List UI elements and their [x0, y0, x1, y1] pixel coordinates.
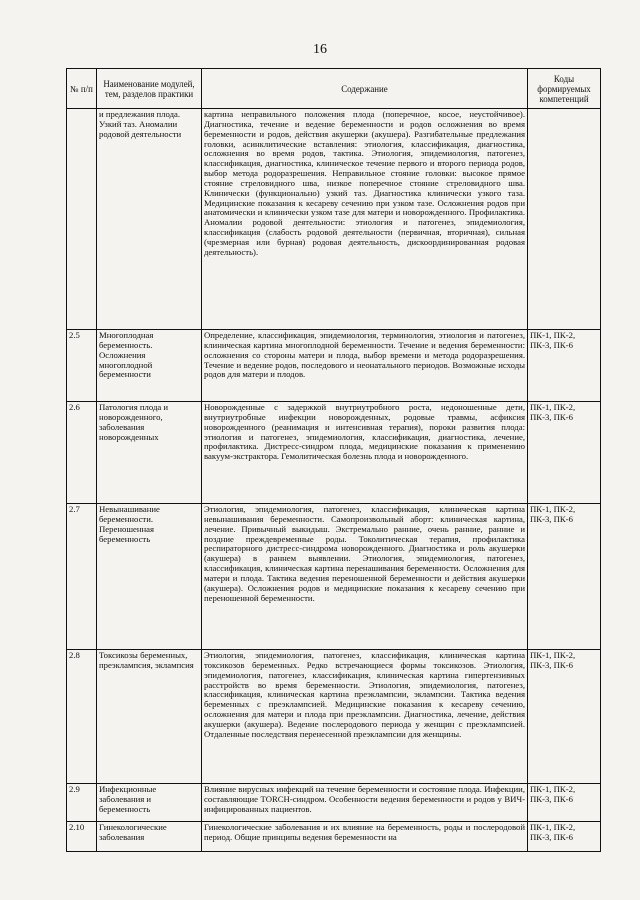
table-row — [67, 402, 601, 504]
row-num: 2.7 — [67, 504, 97, 650]
row-num: 2.5 — [67, 330, 97, 402]
row-num: 2.6 — [67, 402, 97, 504]
row-codes: ПК-1, ПК-2, ПК-3, ПК-6 — [528, 650, 601, 784]
table-row — [67, 109, 601, 330]
header-topic: Наименование модулей, тем, разделов практики — [97, 69, 202, 109]
row-content: Определение, классификация, эпидемиология, терминология, этиология и патогенез, клиническая картина многоплодной беременности. Течение и ведения беременности: осложнения со стороны матери и плода, выбор времени и метода родоразрешения. Течение и ведение родов, последового и неонатального периодов. Возможные исходы родов для матери и плодов. — [202, 330, 528, 402]
row-topic: и предлежания плода. Узкий таз. Аномалии родовой деятельности — [97, 109, 202, 330]
row-content: Влияние вирусных инфекций на течение беременности и состояние плода. Инфекции, составляющие TORCH-синдром. Особенности ведения беременности и родов у ВИЧ-инфицированных пациентов. — [202, 784, 528, 822]
page-number: 16 — [313, 42, 327, 57]
row-num: 2.9 — [67, 784, 97, 822]
row-content: Новорожденные с задержкой внутриутробного роста, недоношенные дети, внутриутробные инфекции новорожденных, родовые травмы, асфиксия новорожденного (реанимация и интенсивная терапия), пороки развития плода: этиология и патогенез, эпидемиология, классификация, диагностика, лечение, профилактика. Дистресс-синдром плода, медицинские показания к применению вакуум-экстрактора. Гемолитическая болезнь плода и новорожденного. — [202, 402, 528, 504]
row-content: Гинекологические заболевания и их влияние на беременность, роды и послеродовой период. Общие принципы ведения беременности на — [202, 822, 528, 852]
row-topic: Гинекологические заболевания — [97, 822, 202, 852]
header-codes: Коды формируемых компетенций — [528, 69, 601, 109]
row-codes — [528, 109, 601, 330]
row-topic: Инфекционные заболевания и беременность — [97, 784, 202, 822]
row-topic: Многоплодная беременность. Осложнения многоплодной беременности — [97, 330, 202, 402]
table-row — [67, 822, 601, 852]
row-codes: ПК-1, ПК-2, ПК-3, ПК-6 — [528, 822, 601, 852]
table-header-row — [67, 69, 601, 109]
table-row — [67, 650, 601, 784]
row-topic: Токсикозы беременных, преэклампсия, эклампсия — [97, 650, 202, 784]
row-topic: Невынашивание беременности. Переношенная беременность — [97, 504, 202, 650]
table-row — [67, 784, 601, 822]
row-content: картина неправильного положения плода (поперечное, косое, неустойчивое). Диагностика, течение и ведение беременности и родов осложнения во время беременности и родов, действия акушерки (акушера). Разгибательные предлежания головки, асинклитические вставления: этиология, классификация, диагностика, осложнения во время родов, тактика. Этиология, эпидемиология, патогенез, классификация, диагностика, клиническое течение первого и второго периода родов, выбор метода родоразрешения. Неправильное стояние головки: высокое прямое стояние стреловидного шва, низкое поперечное стояние стреловидного шва. Клинически (функционально) узкий таз. Диагностика клинически узкого таза. Медицинские показания к кесареву сечению при узком тазе. Осложнения родов при анатомически и клинически узком тазе для матери и новорожденного. Профилактика. Аномалии родовой деятельности: этиология и патогенез, эпидемиология, классификация (слабость родовой деятельности (первичная, вторичная), сильная (чрезмерная или бурная) родовая деятельность, дискоординированная родовая деятельность). — [202, 109, 528, 330]
row-topic: Патология плода и новорожденного, заболевания новорожденных — [97, 402, 202, 504]
row-num: 2.10 — [67, 822, 97, 852]
table-row — [67, 330, 601, 402]
row-content: Этиология, эпидемиология, патогенез, классификация, клиническая картина токсикозов беременных. Редко встречающиеся формы токсикозов. Этиология, эпидемиология, патогенез, классификация, клиническая картина гипертензивных расстройств во время беременности. Этиология, эпидемиология, патогенез, классификация, клиническая картина преэклампсии, эклампсии. Тактика ведения беременных с преэклампсией. Медицинские показания к кесареву сечению, осложнения для матери и плода при преэклампсии. Диагностика, лечение, действия акушерки (акушера). Ведение послеродового периода у женщин с преэклампсией. Отдаленные последствия перенесенной преэклампсии для женщины. — [202, 650, 528, 784]
header-content: Содержание — [202, 69, 528, 109]
row-content: Этиология, эпидемиология, патогенез, классификация, клиническая картина невынашивания беременности. Самопроизвольный аборт: клиническая картина, лечение. Привычный выкидыш. Экстремально ранние, очень ранние, ранние и поздние преждевременные роды. Токолитическая терапия, профилактика респираторного дистресс-синдрома новорожденного. Диагностика и роль акушерки (акушера) в раннем выявлении. Этиология, эпидемиология, патогенез, классификация, клиническая картина перенашивания беременности. Осложнения для матери и плода. Тактика ведения переношенной беременности и действия акушерки (акушера). Осложнения родов и медицинские показания к кесареву сечению при переношенной беременности. — [202, 504, 528, 650]
table-row — [67, 504, 601, 650]
header-num: № п/п — [67, 69, 97, 109]
row-num: 2.8 — [67, 650, 97, 784]
row-codes: ПК-1, ПК-2, ПК-3, ПК-6 — [528, 504, 601, 650]
row-codes: ПК-1, ПК-2, ПК-3, ПК-6 — [528, 330, 601, 402]
row-num — [67, 109, 97, 330]
curriculum-table — [66, 68, 601, 852]
row-codes: ПК-1, ПК-2, ПК-3, ПК-6 — [528, 402, 601, 504]
row-codes: ПК-1, ПК-2, ПК-3, ПК-6 — [528, 784, 601, 822]
